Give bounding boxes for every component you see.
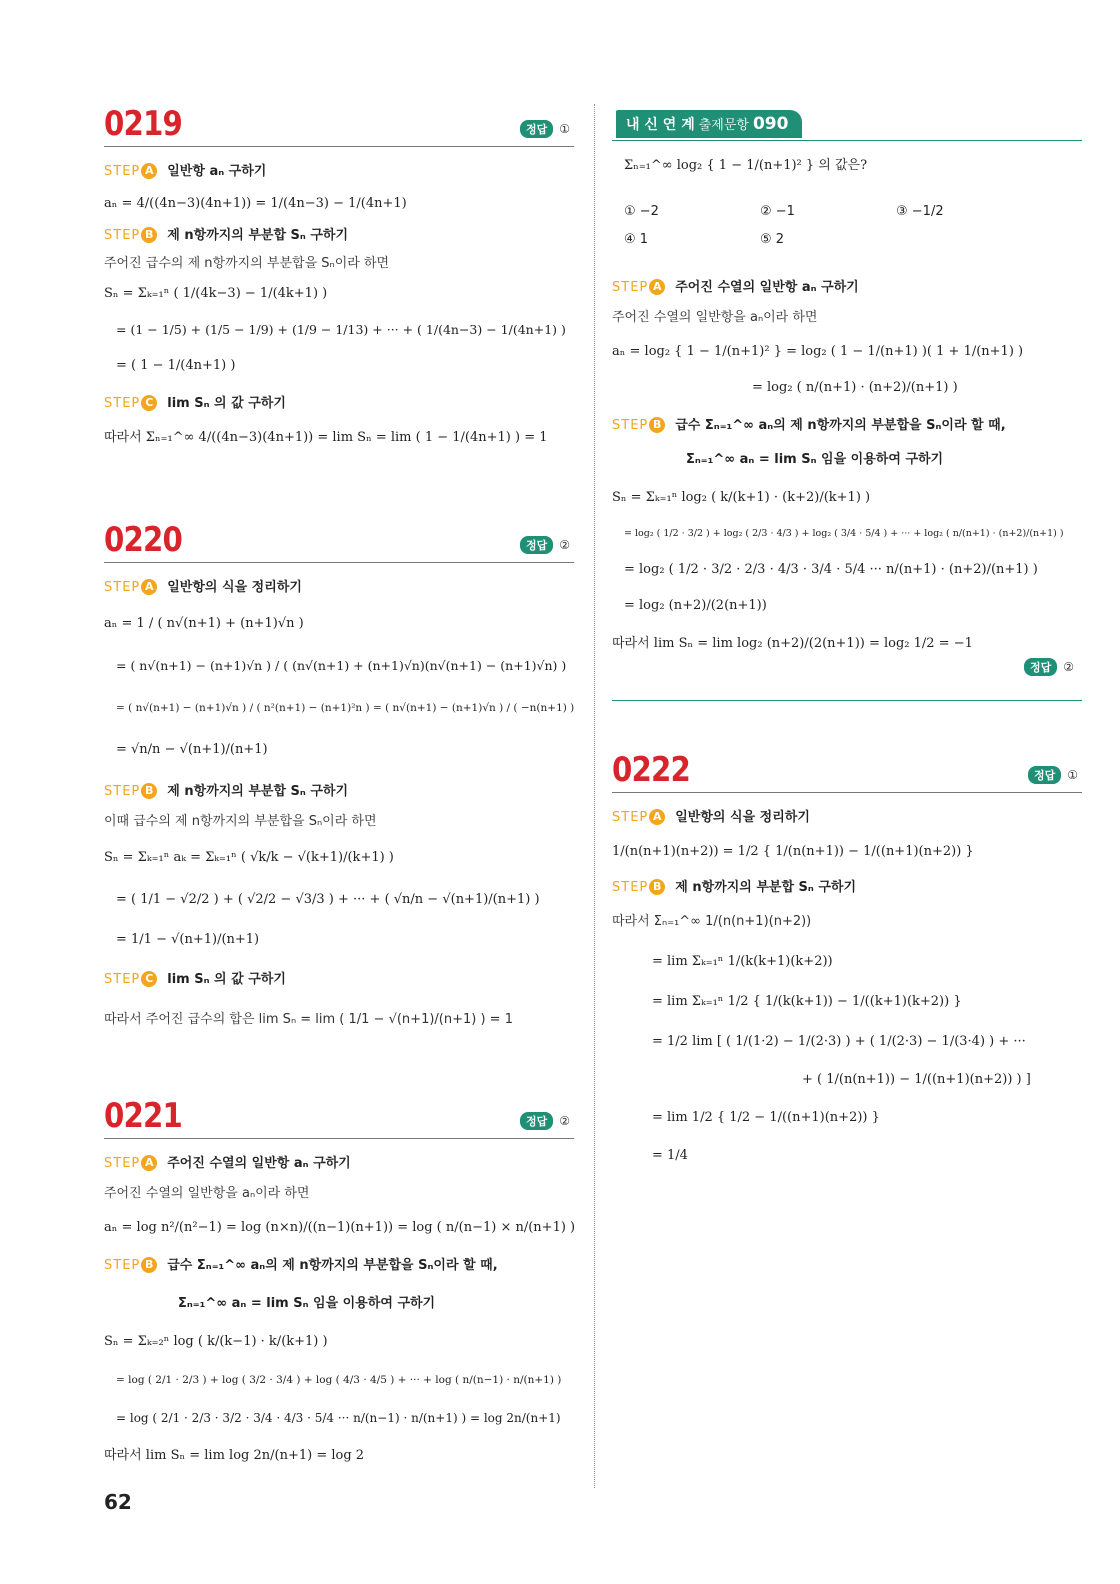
math-line: = log₂ (n+2)/(2(n+1)) — [624, 598, 767, 613]
linked-question-090 — [612, 110, 1086, 260]
text-line: 주어진 급수의 제 n항까지의 부분합을 Sₙ이라 하면 — [104, 256, 390, 271]
answer-value: ① — [559, 122, 570, 136]
step-b-header — [104, 782, 578, 802]
section-rule — [612, 700, 1082, 701]
math-text: 따라서 lim Sₙ = lim log₂ (n+2)/(2(n+1)) = log₂ 1/2 = −1 — [612, 636, 973, 651]
text-line: 따라서 Σₙ₌₁^∞ 1/(n(n+1)(n+2)) — [612, 914, 812, 929]
math-line: = 1/1 − √(n+1)/(n+1) — [116, 932, 260, 947]
problem-header-0222 — [612, 744, 1082, 793]
text-line: 주어진 수열의 일반항을 aₙ이라 하면 — [104, 1186, 310, 1201]
math-line: Sₙ = Σₖ₌₁ⁿ log₂ ( k/(k+1) · (k+2)/(k+1) ) — [612, 490, 871, 505]
math-line: aₙ = log n²/(n²−1) = log (n×n)/((n−1)(n+1)) = log ( n/(n−1) × n/(n+1) ) — [104, 1220, 576, 1235]
choice-4: ④ 1 — [624, 232, 649, 247]
step-badge: B — [141, 227, 157, 243]
answer-badge — [520, 120, 570, 138]
solution-0220 — [104, 578, 578, 1030]
step-word: STEP — [104, 1258, 141, 1273]
math-line: + ( 1/(n(n+1)) − 1/((n+1)(n+2)) ) ] — [802, 1072, 1031, 1087]
math-line: aₙ = 4/((4n−3)(4n+1)) = 1/(4n−3) − 1/(4n+1) — [104, 196, 407, 211]
choice-list — [624, 204, 1064, 248]
step-b-header — [612, 878, 1086, 898]
problem-number: 0222 — [612, 750, 690, 790]
step-word: STEP — [612, 418, 649, 433]
step-title: 급수 Σₙ₌₁^∞ aₙ의 제 n항까지의 부분합을 Sₙ이라 할 때, — [167, 1258, 498, 1273]
step-title: 주어진 수열의 일반항 aₙ 구하기 — [167, 1156, 351, 1171]
step-badge: B — [141, 1257, 157, 1273]
problem-number: 0220 — [104, 520, 182, 560]
step-badge: A — [141, 579, 157, 595]
math-line: = log₂ ( 1/2 · 3/2 · 2/3 · 4/3 · 3/4 · 5/4 ··· n/(n+1) · (n+2)/(n+1) ) — [624, 562, 1038, 577]
step-badge: A — [141, 163, 157, 179]
question-header — [612, 110, 1082, 141]
step-title: 제 n항까지의 부분합 Sₙ 구하기 — [167, 228, 349, 243]
math-line: = ( n√(n+1) − (n+1)√n ) / ( n²(n+1) − (n+1)²n ) = ( n√(n+1) − (n+1)√n ) / ( −n(n+1) ) — [116, 702, 575, 714]
text-line: 이때 급수의 제 n항까지의 부분합을 Sₙ이라 하면 — [104, 814, 377, 829]
step-a-header — [104, 162, 578, 182]
step-title: lim Sₙ 의 값 구하기 — [167, 972, 286, 987]
step-a-header — [104, 578, 578, 598]
answer-value: ② — [559, 1114, 570, 1128]
label-series: 내 신 연 계 — [626, 117, 695, 133]
math-line: = 1/4 — [652, 1148, 688, 1163]
choice-5: ⑤ 2 — [760, 232, 785, 247]
step-title: 일반항 aₙ 구하기 — [167, 164, 267, 179]
step-badge: C — [141, 971, 157, 987]
page-number: 62 — [104, 1490, 132, 1514]
choice-3: ③ −1/2 — [896, 204, 944, 219]
answer-badge — [520, 536, 570, 554]
math-line: = log₂ ( 1/2 · 3/2 ) + log₂ ( 2/3 · 4/3 ) + log₂ ( 3/4 · 5/4 ) + ··· + log₂ ( n/(n+1) · (n+2)/(n+1) ) — [624, 528, 1064, 539]
math-line: = log₂ ( n/(n+1) · (n+2)/(n+1) ) — [752, 380, 958, 395]
text-line: 주어진 수열의 일반항을 aₙ이라 하면 — [612, 310, 818, 325]
step-c-header — [104, 970, 578, 990]
math-line: = √n/n − √(n+1)/(n+1) — [116, 742, 268, 757]
step-badge: A — [141, 1155, 157, 1171]
step-title: 주어진 수열의 일반항 aₙ 구하기 — [675, 280, 859, 295]
step-word: STEP — [104, 1156, 141, 1171]
answer-tag: 정답 — [1024, 658, 1057, 676]
step-word: STEP — [104, 580, 141, 595]
solution-0221 — [104, 1154, 578, 1466]
math-line: = 1/2 lim [ ( 1/(1·2) − 1/(2·3) ) + ( 1/(2·3) − 1/(3·4) ) + ··· — [652, 1034, 1026, 1049]
choice-1: ① −2 — [624, 204, 659, 219]
solution-0222 — [612, 808, 1086, 1166]
step-badge: B — [649, 417, 665, 433]
question-label — [616, 110, 802, 138]
step-word: STEP — [612, 280, 649, 295]
math-line: = (1 − 1/5) + (1/5 − 1/9) + (1/9 − 1/13) + ··· + ( 1/(4n−3) − 1/(4n+1) ) — [116, 322, 566, 337]
text-line: 따라서 주어진 급수의 합은 lim Sₙ = lim ( 1/1 − √(n+1)/(n+1) ) = 1 — [104, 1012, 513, 1027]
step-word: STEP — [612, 880, 649, 895]
step-b-header-line2 — [104, 1294, 578, 1314]
column-divider — [594, 104, 595, 1488]
step-word: STEP — [104, 228, 141, 243]
step-c-header — [104, 394, 578, 414]
math-line: = ( 1 − 1/(4n+1) ) — [116, 358, 236, 373]
step-b-header — [612, 416, 1086, 436]
math-line: aₙ = log₂ { 1 − 1/(n+1)² } = log₂ ( 1 − 1/(n+1) )( 1 + 1/(n+1) ) — [612, 344, 1024, 359]
problem-header-0219 — [104, 98, 574, 147]
solution-090 — [612, 278, 1086, 654]
step-b-header — [104, 1256, 578, 1276]
step-title: 제 n항까지의 부분합 Sₙ 구하기 — [675, 880, 857, 895]
answer-badge — [520, 1112, 570, 1130]
answer-tag: 정답 — [1028, 766, 1061, 784]
math-line: = ( n√(n+1) − (n+1)√n ) / ( (n√(n+1) + (n+1)√n)(n√(n+1) − (n+1)√n) ) — [116, 658, 567, 673]
problem-header-0221 — [104, 1090, 574, 1139]
step-b-header-line2 — [612, 450, 1086, 470]
step-a-header — [612, 808, 1086, 828]
math-line: 따라서 Σₙ₌₁^∞ 4/((4n−3)(4n+1)) = lim Sₙ = lim ( 1 − 1/(4n+1) ) = 1 — [104, 430, 548, 445]
step-word: STEP — [104, 972, 141, 987]
step-word: STEP — [104, 396, 141, 411]
math-line: = lim 1/2 { 1/2 − 1/((n+1)(n+2)) } — [652, 1110, 880, 1125]
step-title: 급수 Σₙ₌₁^∞ aₙ의 제 n항까지의 부분합을 Sₙ이라 할 때, — [675, 418, 1006, 433]
problem-header-0220 — [104, 514, 574, 563]
math-line: Sₙ = Σₖ₌₁ⁿ ( 1/(4k−3) − 1/(4k+1) ) — [104, 286, 328, 301]
step-badge: A — [649, 809, 665, 825]
problem-number: 0219 — [104, 104, 182, 144]
math-line: = lim Σₖ₌₁ⁿ 1/(k(k+1)(k+2)) — [652, 954, 833, 969]
math-line: Sₙ = Σₖ₌₁ⁿ aₖ = Σₖ₌₁ⁿ ( √k/k − √(k+1)/(k+1) ) — [104, 850, 394, 865]
label-number: 090 — [752, 114, 789, 134]
answer-value: ① — [1067, 768, 1078, 782]
math-line: 1/(n(n+1)(n+2)) = 1/2 { 1/(n(n+1)) − 1/((n+1)(n+2)) } — [612, 844, 974, 859]
step-title: lim Sₙ 의 값 구하기 — [167, 396, 286, 411]
problem-number: 0221 — [104, 1096, 182, 1136]
answer-badge — [1028, 766, 1078, 784]
answer-value: ② — [1063, 660, 1075, 674]
math-line: = ( 1/1 − √2/2 ) + ( √2/2 − √3/3 ) + ··· + ( √n/n − √(n+1)/(n+1) ) — [116, 892, 540, 907]
math-line — [612, 634, 1086, 654]
choice-2: ② −1 — [760, 204, 795, 219]
step-title: Σₙ₌₁^∞ aₙ = lim Sₙ 임을 이용하여 구하기 — [686, 452, 944, 467]
step-badge: A — [649, 279, 665, 295]
answer-tag: 정답 — [520, 536, 553, 554]
math-line: = lim Σₖ₌₁ⁿ 1/2 { 1/(k(k+1)) − 1/((k+1)(k+2)) } — [652, 994, 962, 1009]
step-b-header — [104, 226, 578, 246]
step-title: 일반항의 식을 정리하기 — [675, 810, 810, 825]
step-a-header — [612, 278, 1086, 298]
math-line: Sₙ = Σₖ₌₂ⁿ log ( k/(k−1) · k/(k+1) ) — [104, 1334, 328, 1349]
answer-tag: 정답 — [520, 1112, 553, 1130]
step-word: STEP — [104, 784, 141, 799]
step-title: 제 n항까지의 부분합 Sₙ 구하기 — [167, 784, 349, 799]
answer-value: ② — [559, 538, 570, 552]
step-badge: B — [141, 783, 157, 799]
math-line: = log ( 2/1 · 2/3 · 3/2 · 3/4 · 4/3 · 5/4 ··· n/(n−1) · n/(n+1) ) = log 2n/(n+1) — [116, 1411, 561, 1425]
math-line: aₙ = 1 / ( n√(n+1) + (n+1)√n ) — [104, 616, 304, 631]
math-line: = log ( 2/1 · 2/3 ) + log ( 3/2 · 3/4 ) + log ( 4/3 · 4/5 ) + ··· + log ( n/(n−1) · n/(n+1) ) — [116, 1374, 562, 1386]
label-kind: 출제문항 — [698, 118, 749, 133]
step-title: Σₙ₌₁^∞ aₙ = lim Sₙ 임을 이용하여 구하기 — [178, 1296, 436, 1311]
step-badge: B — [649, 879, 665, 895]
step-title: 일반항의 식을 정리하기 — [167, 580, 302, 595]
math-line: 따라서 lim Sₙ = lim log 2n/(n+1) = log 2 — [104, 1448, 365, 1463]
step-word: STEP — [612, 810, 649, 825]
step-badge: C — [141, 395, 157, 411]
step-a-header — [104, 1154, 578, 1174]
question-text: Σₙ₌₁^∞ log₂ { 1 − 1/(n+1)² } 의 값은? — [624, 158, 868, 173]
answer-tag: 정답 — [520, 120, 553, 138]
solution-0219 — [104, 162, 578, 448]
step-word: STEP — [104, 164, 141, 179]
